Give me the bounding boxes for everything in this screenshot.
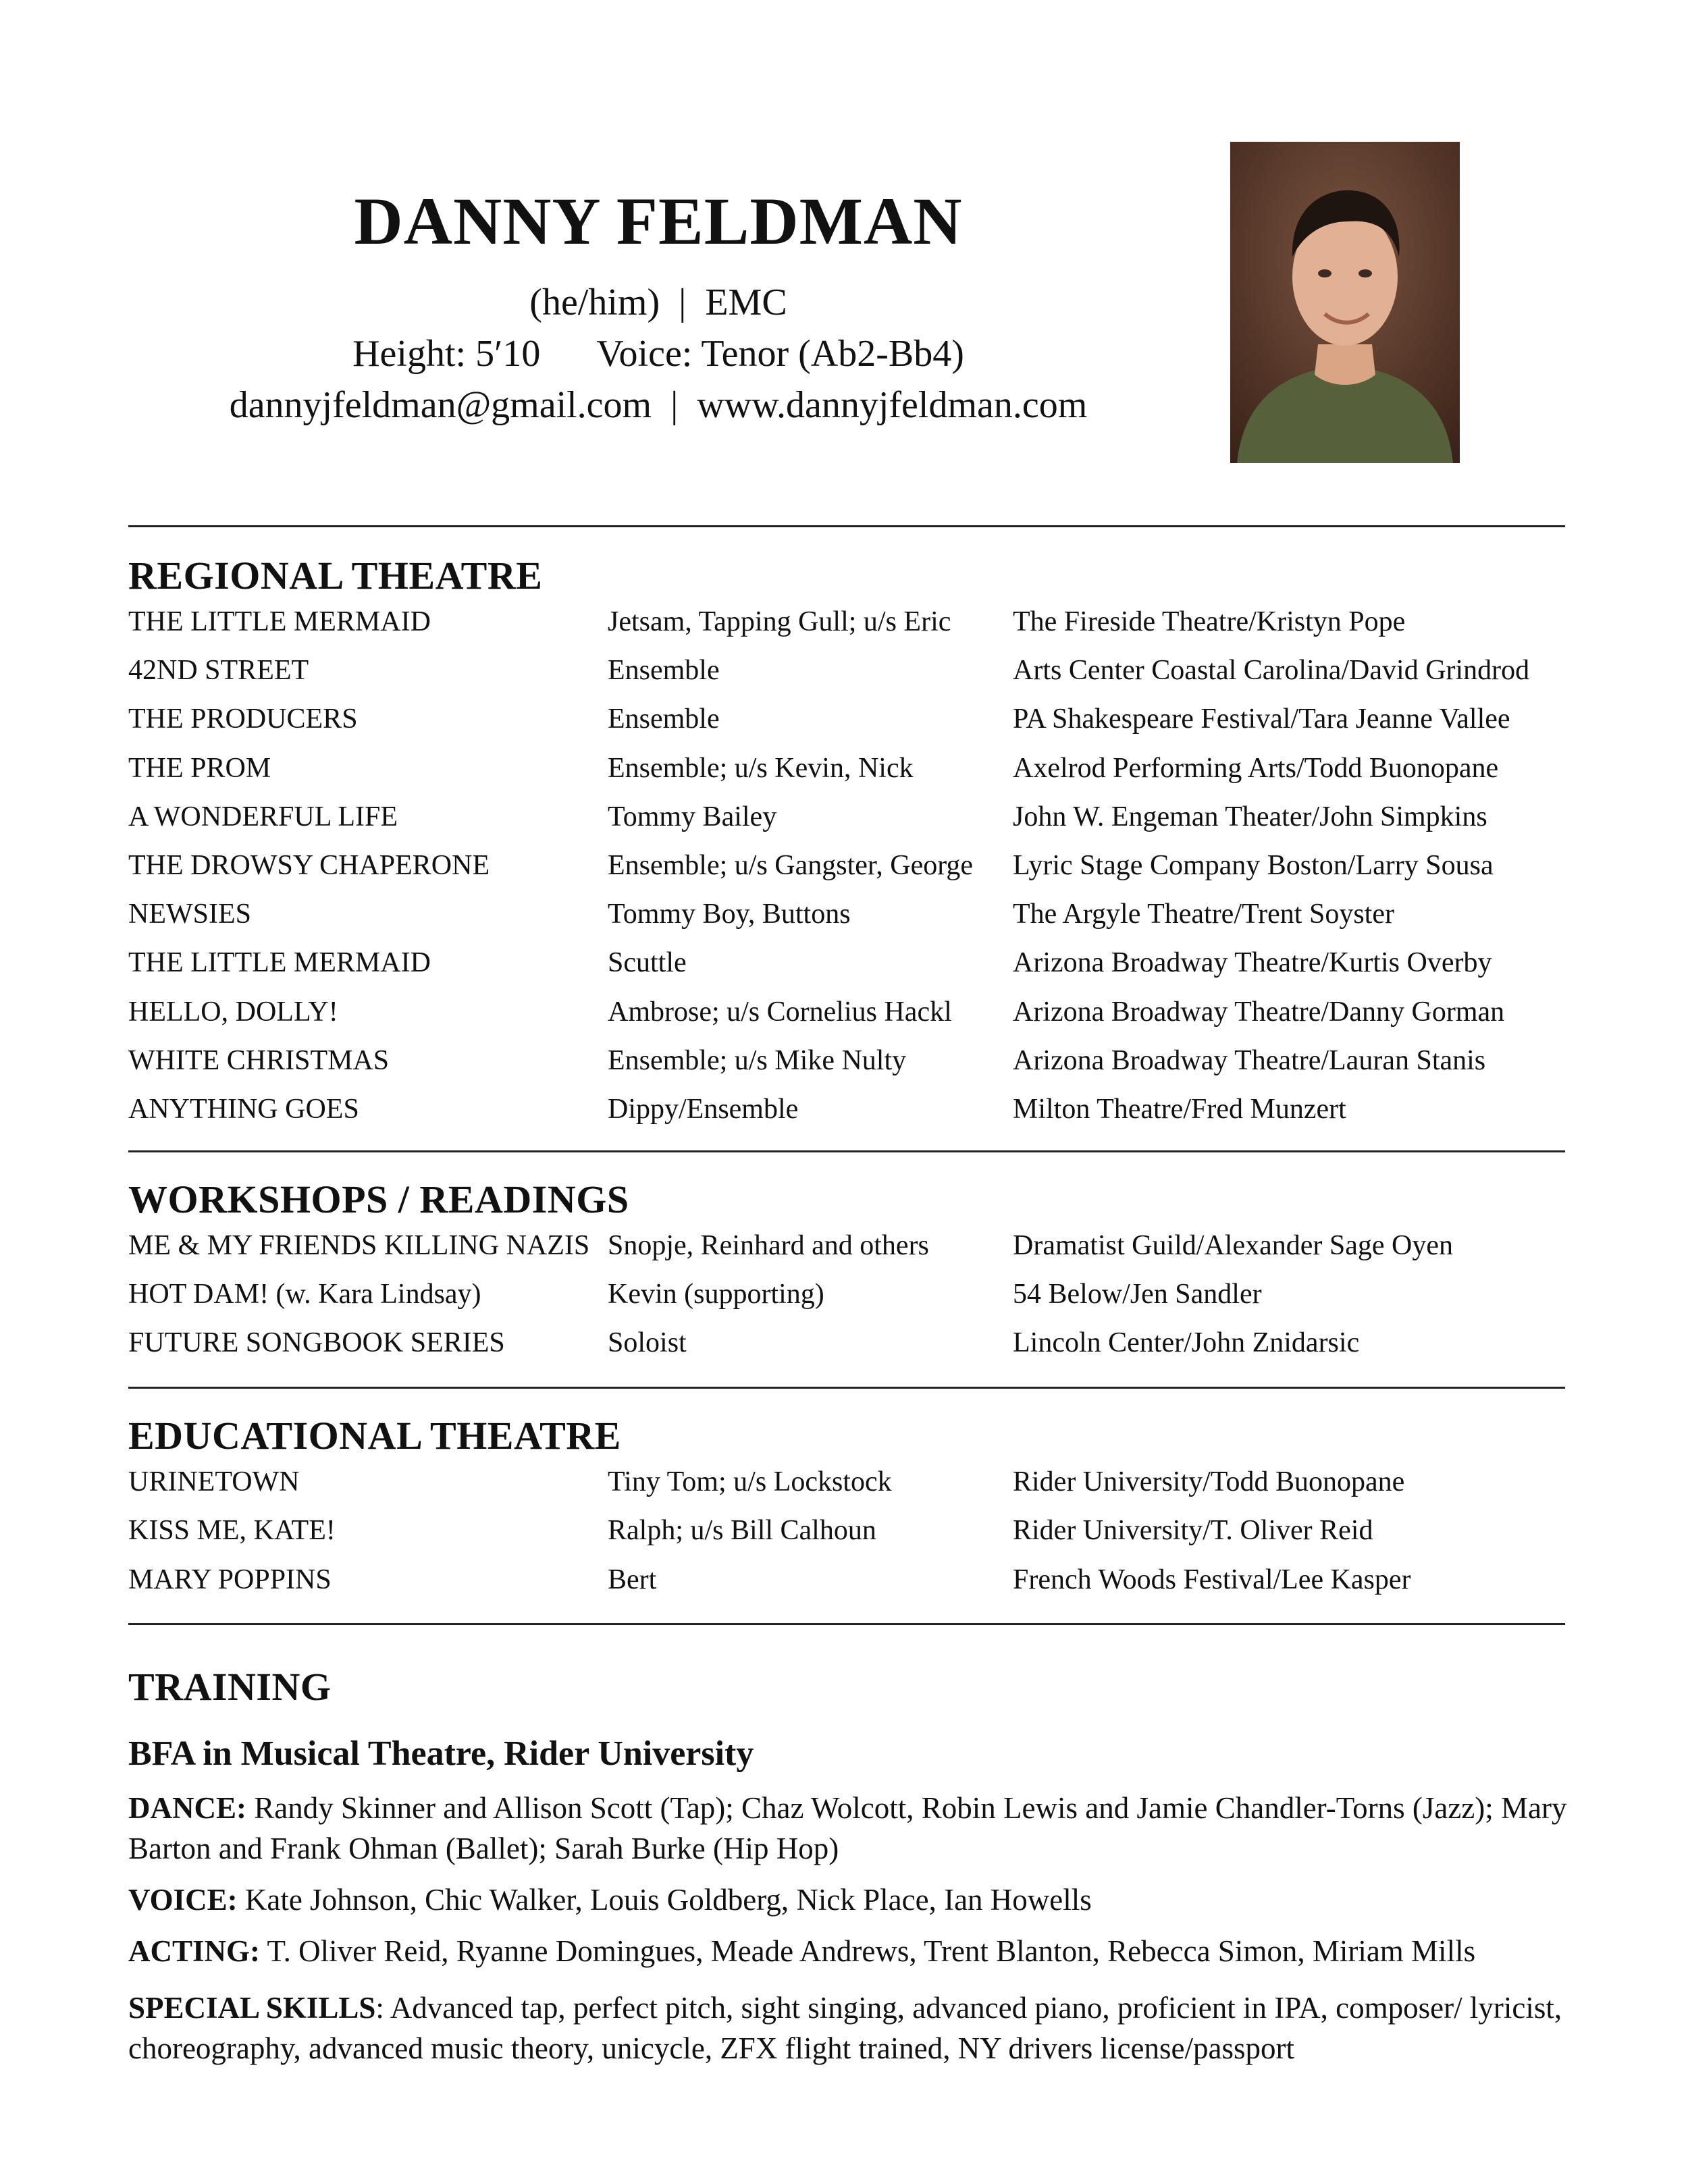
training-text: Kate Johnson, Chic Walker, Louis Goldberg, Nick Place, Ian Howells	[237, 1883, 1092, 1917]
venue-director: John W. Engeman Theater/John Simpkins	[1013, 801, 1487, 832]
show-title: ANYTHING GOES	[128, 1094, 359, 1125]
height-voice: Height: 5′10 Voice: Tenor (Ab2-Bb4)	[352, 333, 964, 375]
venue-director: The Argyle Theatre/Trent Soyster	[1013, 899, 1394, 930]
role: Ensemble; u/s Gangster, George	[608, 850, 974, 881]
role: Scuttle	[608, 947, 687, 978]
section-title-training: TRAINING	[128, 1665, 332, 1709]
training-text: T. Oliver Reid, Ryanne Domingues, Meade Andrews, Trent Blanton, Rebecca Simon, Miriam Mills	[260, 1934, 1476, 1968]
show-title: URINETOWN	[128, 1466, 300, 1497]
show-title: HELLO, DOLLY!	[128, 996, 338, 1028]
show-title: MARY POPPINS	[128, 1564, 332, 1595]
divider-rule	[128, 1150, 1565, 1152]
show-title: WHITE CHRISTMAS	[128, 1045, 390, 1076]
venue-director: French Woods Festival/Lee Kasper	[1013, 1564, 1411, 1595]
show-title: ME & MY FRIENDS KILLING NAZIS	[128, 1230, 590, 1261]
role: Ralph; u/s Bill Calhoun	[608, 1515, 876, 1546]
credit-row	[128, 1280, 1573, 1321]
role: Soloist	[608, 1327, 687, 1358]
divider-rule	[128, 1387, 1565, 1389]
section-title-regional: REGIONAL THEATRE	[128, 554, 543, 597]
credit-row	[128, 803, 1573, 843]
credit-row	[128, 900, 1573, 940]
credit-row	[128, 1516, 1573, 1557]
training-voice	[128, 1880, 1573, 1920]
show-title: FUTURE SONGBOOK SERIES	[128, 1327, 505, 1358]
credit-row	[128, 608, 1573, 648]
venue-director: 54 Below/Jen Sandler	[1013, 1279, 1262, 1310]
role: Snopje, Reinhard and others	[608, 1230, 929, 1261]
show-title: THE LITTLE MERMAID	[128, 606, 431, 637]
role: Bert	[608, 1564, 657, 1595]
credit-row	[128, 1566, 1573, 1606]
divider-rule	[128, 1623, 1565, 1625]
venue-director: Lyric Stage Company Boston/Larry Sousa	[1013, 850, 1494, 881]
show-title: THE PRODUCERS	[128, 703, 358, 735]
role: Tommy Bailey	[608, 801, 777, 832]
contact-info: dannyjfeldman@gmail.com | www.dannyjfeldman.com	[229, 384, 1088, 426]
degree: BFA in Musical Theatre, Rider University	[128, 1734, 754, 1773]
show-title: THE LITTLE MERMAID	[128, 947, 431, 978]
show-title: KISS ME, KATE!	[128, 1515, 336, 1546]
credit-row	[128, 1046, 1573, 1087]
venue-director: Arizona Broadway Theatre/Kurtis Overby	[1013, 947, 1492, 978]
training-dance	[128, 1788, 1573, 1869]
credit-row	[128, 754, 1573, 795]
credit-row	[128, 1329, 1573, 1369]
credit-row	[128, 851, 1573, 892]
training-text: : Advanced tap, perfect pitch, sight singing, advanced piano, proficient in IPA, composer/ lyricist, choreography, advanced music theory, unicycle, ZFX flight trained, NY drivers license/passport	[128, 1991, 1562, 2065]
role: Ensemble; u/s Kevin, Nick	[608, 753, 914, 784]
role: Tommy Boy, Buttons	[608, 899, 851, 930]
section-title-workshops: WORKSHOPS / READINGS	[128, 1177, 629, 1221]
divider-rule	[128, 525, 1565, 527]
venue-director: Arizona Broadway Theatre/Danny Gorman	[1013, 996, 1505, 1028]
credit-row	[128, 1231, 1573, 1272]
credit-row	[128, 656, 1573, 697]
show-title: THE PROM	[128, 753, 271, 784]
credit-row	[128, 1468, 1573, 1508]
show-title: A WONDERFUL LIFE	[128, 801, 398, 832]
actor-name: DANNY FELDMAN	[354, 184, 963, 259]
venue-director: Arts Center Coastal Carolina/David Grindrod	[1013, 655, 1530, 686]
role: Ensemble; u/s Mike Nulty	[608, 1045, 907, 1076]
venue-director: Rider University/Todd Buonopane	[1013, 1466, 1405, 1497]
show-title: HOT DAM! (w. Kara Lindsay)	[128, 1279, 481, 1310]
credit-row	[128, 705, 1573, 745]
training-label: DANCE:	[128, 1791, 246, 1825]
headshot-photo	[1230, 142, 1460, 463]
role: Jetsam, Tapping Gull; u/s Eric	[608, 606, 951, 637]
venue-director: Arizona Broadway Theatre/Lauran Stanis	[1013, 1045, 1486, 1076]
role: Ensemble	[608, 655, 720, 686]
credit-row	[128, 998, 1573, 1038]
role: Dippy/Ensemble	[608, 1094, 799, 1125]
headshot-image	[1230, 142, 1460, 463]
show-title: 42ND STREET	[128, 655, 309, 686]
show-title: THE DROWSY CHAPERONE	[128, 850, 490, 881]
pronouns-union: (he/him) | EMC	[529, 282, 787, 323]
venue-director: Rider University/T. Oliver Reid	[1013, 1515, 1373, 1546]
role: Tiny Tom; u/s Lockstock	[608, 1466, 892, 1497]
venue-director: Milton Theatre/Fred Munzert	[1013, 1094, 1346, 1125]
role: Kevin (supporting)	[608, 1279, 824, 1310]
credit-row	[128, 949, 1573, 989]
show-title: NEWSIES	[128, 899, 251, 930]
role: Ensemble	[608, 703, 720, 735]
training-acting	[128, 1931, 1573, 1971]
training-label: SPECIAL SKILLS	[128, 1991, 376, 2025]
training-label: VOICE:	[128, 1883, 238, 1917]
training-text: Randy Skinner and Allison Scott (Tap); Chaz Wolcott, Robin Lewis and Jamie Chandler-Torns (Jazz); Mary Barton and Frank Ohman (Ballet); Sarah Burke (Hip Hop)	[128, 1791, 1567, 1865]
special-skills	[128, 1988, 1573, 2069]
venue-director: Dramatist Guild/Alexander Sage Oyen	[1013, 1230, 1453, 1261]
training-label: ACTING:	[128, 1934, 261, 1968]
venue-director: PA Shakespeare Festival/Tara Jeanne Vallee	[1013, 703, 1510, 735]
venue-director: Lincoln Center/John Znidarsic	[1013, 1327, 1360, 1358]
section-title-educational: EDUCATIONAL THEATRE	[128, 1414, 621, 1458]
venue-director: Axelrod Performing Arts/Todd Buonopane	[1013, 753, 1499, 784]
venue-director: The Fireside Theatre/Kristyn Pope	[1013, 606, 1406, 637]
credit-row	[128, 1095, 1573, 1136]
role: Ambrose; u/s Cornelius Hackl	[608, 996, 952, 1028]
